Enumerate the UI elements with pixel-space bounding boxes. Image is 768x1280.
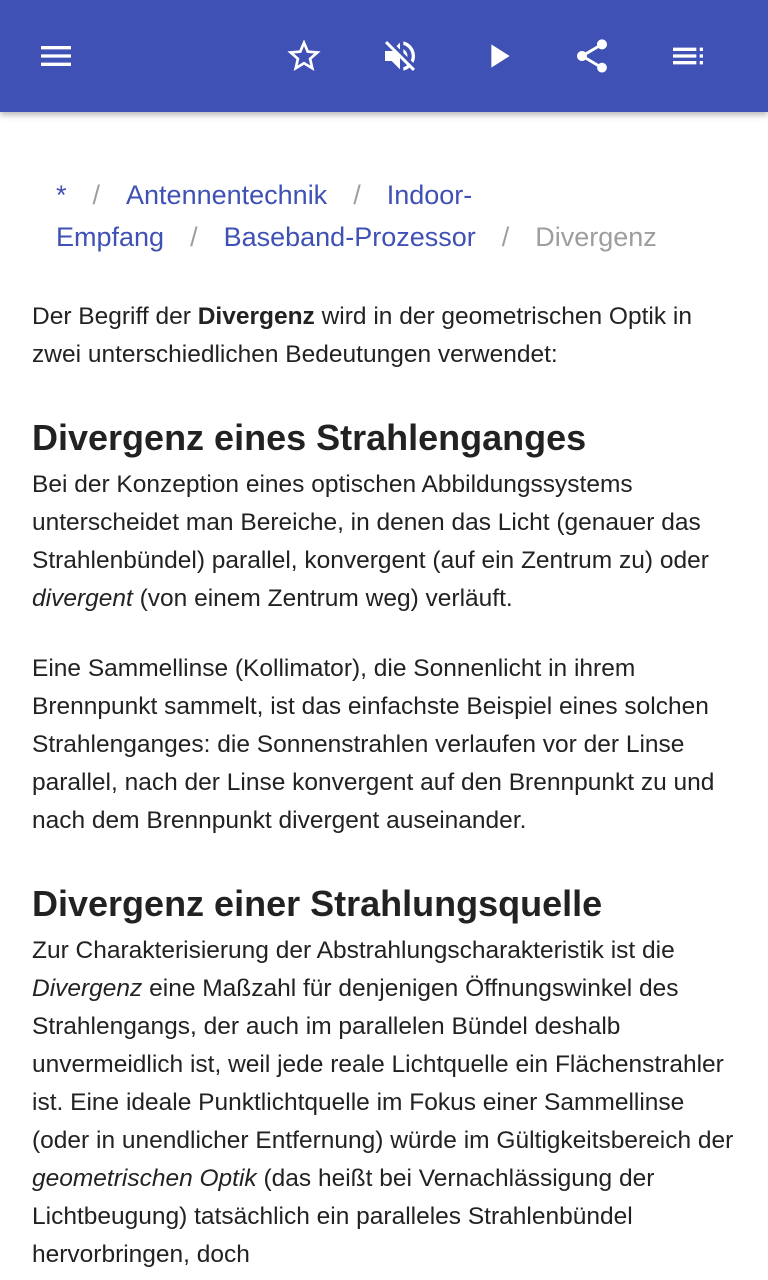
menu-button[interactable] bbox=[28, 28, 84, 84]
section1-paragraph-2: Eine Sammellinse (Kollimator), die Sonnenlicht in ihrem Brennpunkt sammelt, ist das einfachste Beispiel eines solchen Strahlenganges: die Sonnenstrahlen verlaufen vor der Linse parallel, nach der Linse konvergent auf den Brennpunkt zu und nach dem Brennpunkt divergent auseinander. bbox=[32, 655, 715, 834]
paragraph-text: Bei der Konzeption eines optischen Abbildungssystems unterscheidet man Bereiche, in denen das Licht (genauer das Strahlenbündel) parallel, konvergent (auf ein Zentrum zu) oder bbox=[32, 471, 709, 574]
section-heading-strahlengang: Divergenz eines Strahlenganges bbox=[32, 417, 587, 458]
intro-bold-term: Divergenz bbox=[197, 303, 315, 330]
paragraph-text: Zur Charakterisierung der Abstrahlungscharakteristik ist die bbox=[32, 937, 675, 964]
paragraph-text: eine Maßzahl für denjenigen Öffnungswinkel des Strahlengangs, der auch im parallelen Bündel deshalb unvermeidlich ist, weil jede reale Lichtquelle ein Flächenstrahler ist. Eine ideale Punktlichtquelle im Fokus einer Sammellinse (oder in unendlicher Entfernung) würde im Gültigkeitsbereich der bbox=[32, 975, 734, 1154]
intro-text: Der Begriff der bbox=[32, 303, 198, 330]
app-toolbar bbox=[0, 0, 768, 112]
breadcrumb-current: Divergenz bbox=[535, 222, 657, 252]
breadcrumb-item-antennentechnik[interactable]: Antennentechnik bbox=[126, 180, 328, 210]
breadcrumb-separator: / bbox=[353, 180, 361, 210]
section-heading-strahlungsquelle: Divergenz einer Strahlungsquelle bbox=[32, 883, 603, 924]
italic-term: Divergenz bbox=[32, 975, 143, 1002]
breadcrumb-separator: / bbox=[190, 222, 198, 252]
section2-paragraph-1 bbox=[32, 932, 736, 1274]
mute-button[interactable] bbox=[372, 28, 428, 84]
play-button[interactable] bbox=[470, 28, 526, 84]
bookmark-button[interactable] bbox=[276, 28, 332, 84]
share-icon bbox=[572, 36, 612, 76]
share-button[interactable] bbox=[564, 28, 620, 84]
breadcrumb bbox=[32, 174, 736, 258]
play-icon bbox=[478, 36, 518, 76]
breadcrumb-item-root[interactable]: * bbox=[56, 180, 67, 210]
volume-off-icon bbox=[380, 36, 420, 76]
table-of-contents-button[interactable] bbox=[660, 28, 716, 84]
intro-paragraph bbox=[32, 298, 736, 374]
breadcrumb-separator: / bbox=[501, 222, 510, 252]
section1-paragraph-1 bbox=[32, 466, 736, 618]
breadcrumb-separator: / bbox=[92, 180, 101, 210]
paragraph-text: (das heißt bei Vernachlässigung der Lichtbeugung) tatsächlich ein paralleles Strahlenbündel hervorbringen, doch bbox=[32, 1165, 655, 1268]
toc-list-icon bbox=[668, 36, 708, 76]
breadcrumb-item-indoor-empfang[interactable]: Indoor-Empfang bbox=[56, 180, 473, 252]
menu-icon bbox=[36, 36, 76, 76]
italic-term: geometrischen Optik bbox=[32, 1165, 257, 1192]
italic-term: divergent bbox=[32, 585, 133, 612]
article-content bbox=[32, 112, 736, 1274]
breadcrumb-item-baseband-prozessor[interactable]: Baseband-Prozessor bbox=[223, 222, 476, 252]
intro-text: wird in der geometrischen Optik in zwei unterschiedlichen Bedeutungen verwendet: bbox=[32, 303, 692, 368]
star-outline-icon bbox=[284, 36, 324, 76]
paragraph-text: (von einem Zentrum weg) verläuft. bbox=[132, 585, 513, 612]
